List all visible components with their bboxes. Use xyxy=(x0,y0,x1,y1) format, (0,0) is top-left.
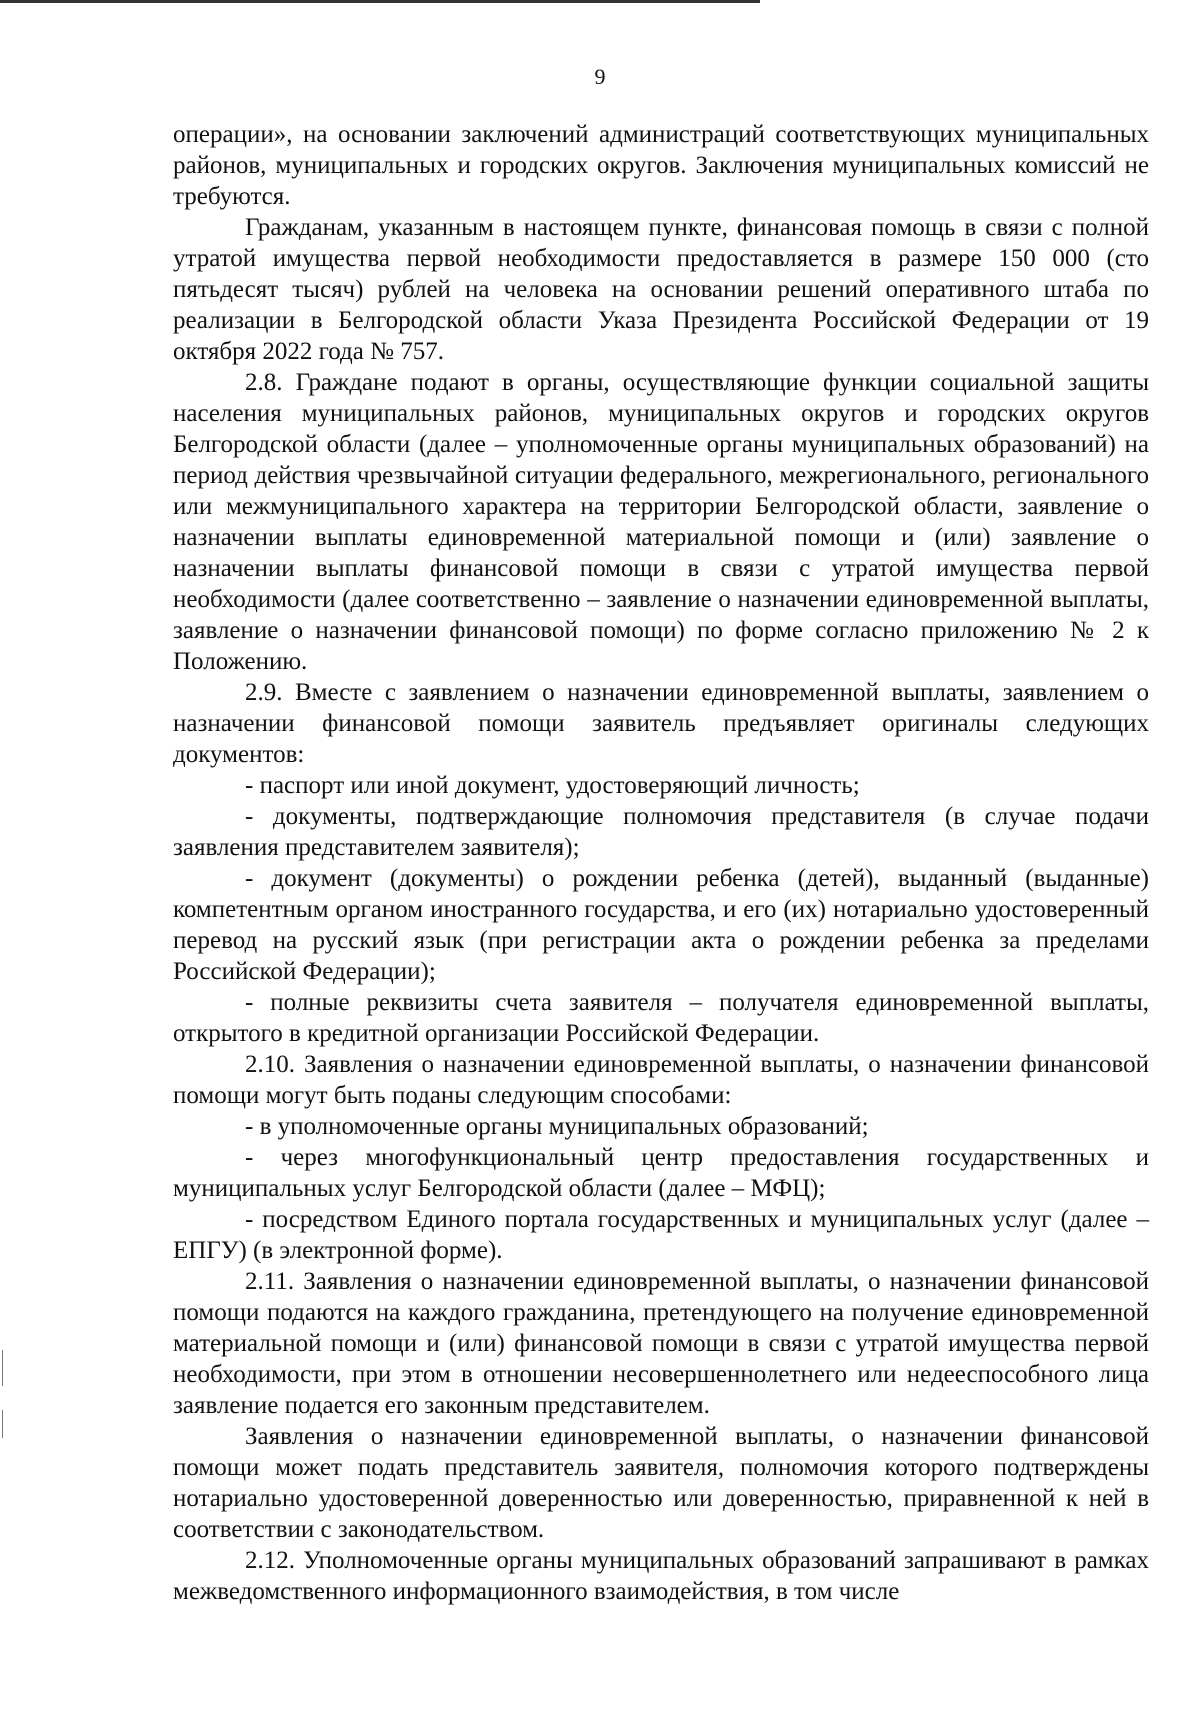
paragraph: Гражданам, указанным в настоящем пункте, финансовая помощь в связи с полной утратой имущества первой необходимости предоставляется в размере 150 000 (сто пятьдесят тысяч) рублей на человека на основании решений оперативного штаба по реализации в Белгородской области Указа Президента Российской Федерации от 19 октября 2022 года № 757. xyxy=(173,214,1149,365)
document-body xyxy=(173,119,1149,1607)
list-item: - документы, подтверждающие полномочия представителя (в случае подачи заявления представителем заявителя); xyxy=(173,803,1149,861)
paragraph: 2.10. Заявления о назначении единовременной выплаты, о назначении финансовой помощи могут быть поданы следующим способами: xyxy=(173,1051,1149,1109)
paragraph: 2.11. Заявления о назначении единовременной выплаты, о назначении финансовой помощи подаются на каждого гражданина, претендующего на получение единовременной материальной помощи и (или) финансовой помощи в связи с утратой имущества первой необходимости, при этом в отношении несовершеннолетнего или недееспособного лица заявление подается его законным представителем. xyxy=(173,1268,1149,1419)
paragraph: 2.9. Вместе с заявлением о назначении единовременной выплаты, заявлением о назначении финансовой помощи заявитель предъявляет оригиналы следующих документов: xyxy=(173,679,1149,768)
paragraph: операции», на основании заключений администраций соответствующих муниципальных районов, муниципальных и городских округов. Заключения муниципальных комиссий не требуются. xyxy=(173,121,1149,210)
list-item: - документ (документы) о рождении ребенка (детей), выданный (выданные) компетентным органом иностранного государства, и его (их) нотариально удостоверенный перевод на русский язык (при регистрации акта о рождении ребенка за пределами Российской Федерации); xyxy=(173,865,1149,985)
list-item: - паспорт или иной документ, удостоверяющий личность; xyxy=(245,772,860,799)
paragraph: 2.8. Граждане подают в органы, осуществляющие функции социальной защиты населения муниципальных районов, муниципальных округов и городских округов Белгородской области (далее – уполномоченные органы муниципальных образований) на период действия чрезвычайной ситуации федерального, межрегионального, регионального или межмуниципального характера на территории Белгородской области, заявление о назначении выплаты единовременной материальной помощи и (или) заявление о назначении выплаты финансовой помощи в связи с утратой имущества первой необходимости (далее соответственно – заявление о назначении единовременной выплаты, заявление о назначении финансовой помощи) по форме согласно приложению № 2 к Положению. xyxy=(173,369,1149,675)
paragraph: 2.12. Уполномоченные органы муниципальных образований запрашивают в рамках межведомственного информационного взаимодействия, в том числе xyxy=(173,1547,1149,1605)
scan-margin-mark xyxy=(2,1410,3,1438)
paragraph: Заявления о назначении единовременной выплаты, о назначении финансовой помощи может подать представитель заявителя, полномочия которого подтверждены нотариально удостоверенной доверенностью или доверенностью, приравненной к ней в соответствии с законодательством. xyxy=(173,1423,1149,1543)
list-item: - полные реквизиты счета заявителя – получателя единовременной выплаты, открытого в кредитной организации Российской Федерации. xyxy=(173,989,1149,1047)
scan-top-edge xyxy=(0,0,760,3)
scan-margin-mark xyxy=(2,1350,3,1386)
list-item: - посредством Единого портала государственных и муниципальных услуг (далее – ЕПГУ) (в электронной форме). xyxy=(173,1206,1149,1264)
list-item: - в уполномоченные органы муниципальных образований; xyxy=(245,1113,869,1140)
page-number: 9 xyxy=(594,64,606,89)
list-item: - через многофункциональный центр предоставления государственных и муниципальных услуг Белгородской области (далее – МФЦ); xyxy=(173,1144,1149,1202)
